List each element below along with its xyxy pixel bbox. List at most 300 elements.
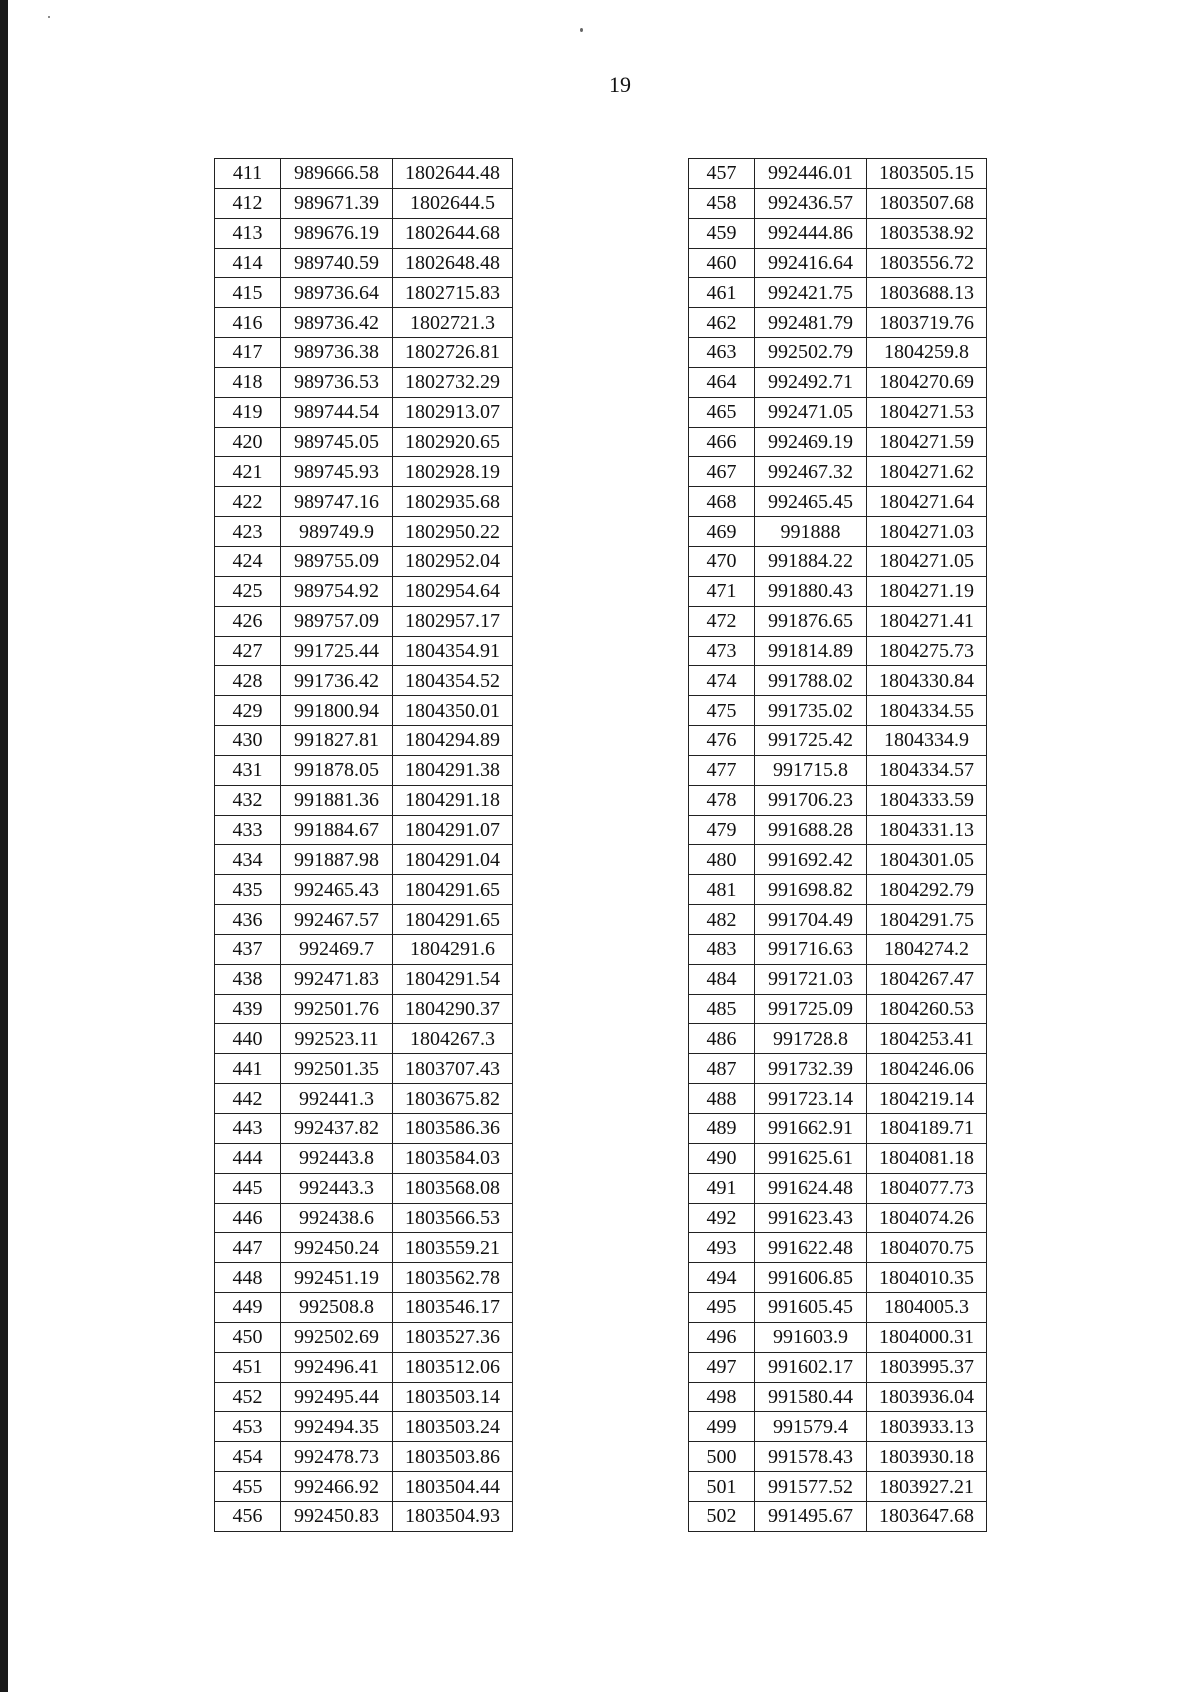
point-number-cell: 499 bbox=[689, 1412, 755, 1442]
table-row bbox=[215, 1024, 513, 1054]
x-coordinate-cell: 992465.43 bbox=[281, 875, 393, 905]
point-number-cell: 419 bbox=[215, 397, 281, 427]
page-number: 19 bbox=[609, 72, 631, 97]
point-number-cell: 411 bbox=[215, 159, 281, 189]
x-coordinate-cell: 992443.8 bbox=[281, 1143, 393, 1173]
point-number-cell: 431 bbox=[215, 755, 281, 785]
point-number-cell: 414 bbox=[215, 248, 281, 278]
table-row bbox=[215, 726, 513, 756]
y-coordinate-cell: 1804074.26 bbox=[867, 1203, 987, 1233]
table-row bbox=[689, 1501, 987, 1531]
y-coordinate-cell: 1804274.2 bbox=[867, 934, 987, 964]
table-row bbox=[215, 905, 513, 935]
x-coordinate-cell: 992502.79 bbox=[755, 338, 867, 368]
x-coordinate-cell: 991732.39 bbox=[755, 1054, 867, 1084]
y-coordinate-cell: 1803586.36 bbox=[393, 1114, 513, 1144]
table-row bbox=[689, 576, 987, 606]
y-coordinate-cell: 1802950.22 bbox=[393, 517, 513, 547]
point-number-cell: 469 bbox=[689, 517, 755, 547]
point-number-cell: 479 bbox=[689, 815, 755, 845]
table-row bbox=[215, 755, 513, 785]
y-coordinate-cell: 1804267.47 bbox=[867, 964, 987, 994]
table-row bbox=[215, 1173, 513, 1203]
table-row bbox=[689, 427, 987, 457]
table-row bbox=[215, 1263, 513, 1293]
table-row bbox=[689, 338, 987, 368]
table-row bbox=[689, 1233, 987, 1263]
point-number-cell: 465 bbox=[689, 397, 755, 427]
x-coordinate-cell: 991579.4 bbox=[755, 1412, 867, 1442]
x-coordinate-cell: 991622.48 bbox=[755, 1233, 867, 1263]
point-number-cell: 423 bbox=[215, 517, 281, 547]
point-number-cell: 468 bbox=[689, 487, 755, 517]
x-coordinate-cell: 992508.8 bbox=[281, 1293, 393, 1323]
table-row bbox=[215, 188, 513, 218]
table-row bbox=[689, 1472, 987, 1502]
table-row bbox=[215, 1472, 513, 1502]
point-number-cell: 435 bbox=[215, 875, 281, 905]
point-number-cell: 446 bbox=[215, 1203, 281, 1233]
y-coordinate-cell: 1802928.19 bbox=[393, 457, 513, 487]
table-row bbox=[689, 159, 987, 189]
x-coordinate-cell: 989666.58 bbox=[281, 159, 393, 189]
coordinates-table-right-body bbox=[689, 159, 987, 1532]
table-row bbox=[689, 636, 987, 666]
x-coordinate-cell: 991884.22 bbox=[755, 546, 867, 576]
x-coordinate-cell: 992501.76 bbox=[281, 994, 393, 1024]
table-row bbox=[689, 1114, 987, 1144]
point-number-cell: 458 bbox=[689, 188, 755, 218]
point-number-cell: 475 bbox=[689, 696, 755, 726]
point-number-cell: 495 bbox=[689, 1293, 755, 1323]
table-row bbox=[215, 1382, 513, 1412]
table-row bbox=[689, 546, 987, 576]
x-coordinate-cell: 991878.05 bbox=[281, 755, 393, 785]
x-coordinate-cell: 991704.49 bbox=[755, 905, 867, 935]
y-coordinate-cell: 1804291.54 bbox=[393, 964, 513, 994]
y-coordinate-cell: 1804271.53 bbox=[867, 397, 987, 427]
y-coordinate-cell: 1803719.76 bbox=[867, 308, 987, 338]
x-coordinate-cell: 991602.17 bbox=[755, 1352, 867, 1382]
y-coordinate-cell: 1802732.29 bbox=[393, 367, 513, 397]
point-number-cell: 461 bbox=[689, 278, 755, 308]
table-row bbox=[215, 1203, 513, 1233]
y-coordinate-cell: 1803556.72 bbox=[867, 248, 987, 278]
point-number-cell: 424 bbox=[215, 546, 281, 576]
point-number-cell: 430 bbox=[215, 726, 281, 756]
x-coordinate-cell: 992494.35 bbox=[281, 1412, 393, 1442]
x-coordinate-cell: 989736.64 bbox=[281, 278, 393, 308]
table-row bbox=[215, 457, 513, 487]
y-coordinate-cell: 1803538.92 bbox=[867, 218, 987, 248]
y-coordinate-cell: 1803568.08 bbox=[393, 1173, 513, 1203]
point-number-cell: 413 bbox=[215, 218, 281, 248]
y-coordinate-cell: 1804291.07 bbox=[393, 815, 513, 845]
y-coordinate-cell: 1804291.65 bbox=[393, 875, 513, 905]
point-number-cell: 489 bbox=[689, 1114, 755, 1144]
y-coordinate-cell: 1804301.05 bbox=[867, 845, 987, 875]
table-row bbox=[215, 397, 513, 427]
x-coordinate-cell: 992446.01 bbox=[755, 159, 867, 189]
point-number-cell: 433 bbox=[215, 815, 281, 845]
y-coordinate-cell: 1803546.17 bbox=[393, 1293, 513, 1323]
point-number-cell: 494 bbox=[689, 1263, 755, 1293]
point-number-cell: 467 bbox=[689, 457, 755, 487]
table-row bbox=[215, 576, 513, 606]
x-coordinate-cell: 991814.89 bbox=[755, 636, 867, 666]
x-coordinate-cell: 992471.05 bbox=[755, 397, 867, 427]
x-coordinate-cell: 991662.91 bbox=[755, 1114, 867, 1144]
point-number-cell: 427 bbox=[215, 636, 281, 666]
y-coordinate-cell: 1804333.59 bbox=[867, 785, 987, 815]
x-coordinate-cell: 991800.94 bbox=[281, 696, 393, 726]
table-row bbox=[215, 248, 513, 278]
y-coordinate-cell: 1804271.19 bbox=[867, 576, 987, 606]
x-coordinate-cell: 991881.36 bbox=[281, 785, 393, 815]
y-coordinate-cell: 1803562.78 bbox=[393, 1263, 513, 1293]
table-row bbox=[215, 1442, 513, 1472]
table-row bbox=[215, 427, 513, 457]
coordinates-table-left-body bbox=[215, 159, 513, 1532]
table-row bbox=[689, 815, 987, 845]
table-row bbox=[215, 785, 513, 815]
point-number-cell: 444 bbox=[215, 1143, 281, 1173]
y-coordinate-cell: 1804291.75 bbox=[867, 905, 987, 935]
x-coordinate-cell: 992437.82 bbox=[281, 1114, 393, 1144]
y-coordinate-cell: 1804267.3 bbox=[393, 1024, 513, 1054]
table-row bbox=[689, 1352, 987, 1382]
table-row bbox=[689, 517, 987, 547]
x-coordinate-cell: 992438.6 bbox=[281, 1203, 393, 1233]
y-coordinate-cell: 1804010.35 bbox=[867, 1263, 987, 1293]
table-row bbox=[689, 606, 987, 636]
point-number-cell: 462 bbox=[689, 308, 755, 338]
x-coordinate-cell: 992469.7 bbox=[281, 934, 393, 964]
point-number-cell: 466 bbox=[689, 427, 755, 457]
table-row bbox=[215, 875, 513, 905]
x-coordinate-cell: 992444.86 bbox=[755, 218, 867, 248]
x-coordinate-cell: 991788.02 bbox=[755, 666, 867, 696]
y-coordinate-cell: 1804270.69 bbox=[867, 367, 987, 397]
table-row bbox=[689, 1293, 987, 1323]
table-row bbox=[215, 964, 513, 994]
y-coordinate-cell: 1804331.13 bbox=[867, 815, 987, 845]
point-number-cell: 437 bbox=[215, 934, 281, 964]
x-coordinate-cell: 992471.83 bbox=[281, 964, 393, 994]
table-row bbox=[215, 815, 513, 845]
y-coordinate-cell: 1803647.68 bbox=[867, 1501, 987, 1531]
y-coordinate-cell: 1803512.06 bbox=[393, 1352, 513, 1382]
scan-left-edge bbox=[0, 0, 8, 1692]
x-coordinate-cell: 991698.82 bbox=[755, 875, 867, 905]
x-coordinate-cell: 991625.61 bbox=[755, 1143, 867, 1173]
table-row bbox=[689, 964, 987, 994]
table-row bbox=[689, 1024, 987, 1054]
table-row bbox=[215, 845, 513, 875]
x-coordinate-cell: 992478.73 bbox=[281, 1442, 393, 1472]
y-coordinate-cell: 1804291.04 bbox=[393, 845, 513, 875]
y-coordinate-cell: 1804291.6 bbox=[393, 934, 513, 964]
x-coordinate-cell: 989736.38 bbox=[281, 338, 393, 368]
table-row bbox=[215, 546, 513, 576]
table-row bbox=[215, 1114, 513, 1144]
x-coordinate-cell: 992436.57 bbox=[755, 188, 867, 218]
x-coordinate-cell: 989744.54 bbox=[281, 397, 393, 427]
table-row bbox=[689, 666, 987, 696]
x-coordinate-cell: 991688.28 bbox=[755, 815, 867, 845]
table-row bbox=[215, 1322, 513, 1352]
y-coordinate-cell: 1802644.48 bbox=[393, 159, 513, 189]
point-number-cell: 426 bbox=[215, 606, 281, 636]
x-coordinate-cell: 992466.92 bbox=[281, 1472, 393, 1502]
y-coordinate-cell: 1802644.68 bbox=[393, 218, 513, 248]
table-row bbox=[215, 1054, 513, 1084]
table-row bbox=[215, 1501, 513, 1531]
table-row bbox=[689, 457, 987, 487]
table-row bbox=[689, 994, 987, 1024]
x-coordinate-cell: 992450.24 bbox=[281, 1233, 393, 1263]
y-coordinate-cell: 1802648.48 bbox=[393, 248, 513, 278]
y-coordinate-cell: 1804334.57 bbox=[867, 755, 987, 785]
table-row bbox=[215, 159, 513, 189]
table-row bbox=[215, 636, 513, 666]
table-row bbox=[215, 1084, 513, 1114]
y-coordinate-cell: 1804354.52 bbox=[393, 666, 513, 696]
x-coordinate-cell: 989755.09 bbox=[281, 546, 393, 576]
point-number-cell: 452 bbox=[215, 1382, 281, 1412]
scan-speck bbox=[48, 16, 50, 18]
y-coordinate-cell: 1803707.43 bbox=[393, 1054, 513, 1084]
table-row bbox=[215, 1143, 513, 1173]
table-row bbox=[689, 934, 987, 964]
table-row bbox=[689, 487, 987, 517]
point-number-cell: 417 bbox=[215, 338, 281, 368]
point-number-cell: 491 bbox=[689, 1173, 755, 1203]
y-coordinate-cell: 1804070.75 bbox=[867, 1233, 987, 1263]
y-coordinate-cell: 1802935.68 bbox=[393, 487, 513, 517]
y-coordinate-cell: 1804271.59 bbox=[867, 427, 987, 457]
point-number-cell: 432 bbox=[215, 785, 281, 815]
point-number-cell: 434 bbox=[215, 845, 281, 875]
point-number-cell: 487 bbox=[689, 1054, 755, 1084]
y-coordinate-cell: 1804290.37 bbox=[393, 994, 513, 1024]
point-number-cell: 464 bbox=[689, 367, 755, 397]
x-coordinate-cell: 991736.42 bbox=[281, 666, 393, 696]
point-number-cell: 442 bbox=[215, 1084, 281, 1114]
y-coordinate-cell: 1804291.38 bbox=[393, 755, 513, 785]
x-coordinate-cell: 992450.83 bbox=[281, 1501, 393, 1531]
table-row bbox=[689, 1412, 987, 1442]
point-number-cell: 420 bbox=[215, 427, 281, 457]
point-number-cell: 454 bbox=[215, 1442, 281, 1472]
point-number-cell: 445 bbox=[215, 1173, 281, 1203]
x-coordinate-cell: 991884.67 bbox=[281, 815, 393, 845]
table-row bbox=[689, 1263, 987, 1293]
x-coordinate-cell: 991605.45 bbox=[755, 1293, 867, 1323]
table-row bbox=[689, 696, 987, 726]
point-number-cell: 443 bbox=[215, 1114, 281, 1144]
y-coordinate-cell: 1803936.04 bbox=[867, 1382, 987, 1412]
y-coordinate-cell: 1803995.37 bbox=[867, 1352, 987, 1382]
y-coordinate-cell: 1803566.53 bbox=[393, 1203, 513, 1233]
y-coordinate-cell: 1804354.91 bbox=[393, 636, 513, 666]
point-number-cell: 416 bbox=[215, 308, 281, 338]
table-row bbox=[689, 248, 987, 278]
point-number-cell: 478 bbox=[689, 785, 755, 815]
point-number-cell: 482 bbox=[689, 905, 755, 935]
table-row bbox=[689, 1322, 987, 1352]
y-coordinate-cell: 1802913.07 bbox=[393, 397, 513, 427]
x-coordinate-cell: 992502.69 bbox=[281, 1322, 393, 1352]
table-row bbox=[689, 218, 987, 248]
point-number-cell: 459 bbox=[689, 218, 755, 248]
table-row bbox=[215, 338, 513, 368]
table-row bbox=[689, 1054, 987, 1084]
table-row bbox=[689, 188, 987, 218]
y-coordinate-cell: 1804253.41 bbox=[867, 1024, 987, 1054]
x-coordinate-cell: 992416.64 bbox=[755, 248, 867, 278]
y-coordinate-cell: 1803584.03 bbox=[393, 1143, 513, 1173]
y-coordinate-cell: 1804271.03 bbox=[867, 517, 987, 547]
point-number-cell: 488 bbox=[689, 1084, 755, 1114]
y-coordinate-cell: 1804334.9 bbox=[867, 726, 987, 756]
table-row bbox=[215, 1412, 513, 1442]
table-row bbox=[215, 1233, 513, 1263]
x-coordinate-cell: 991827.81 bbox=[281, 726, 393, 756]
point-number-cell: 457 bbox=[689, 159, 755, 189]
scan-speck bbox=[580, 28, 583, 32]
point-number-cell: 441 bbox=[215, 1054, 281, 1084]
y-coordinate-cell: 1802721.3 bbox=[393, 308, 513, 338]
x-coordinate-cell: 991715.8 bbox=[755, 755, 867, 785]
y-coordinate-cell: 1804081.18 bbox=[867, 1143, 987, 1173]
table-row bbox=[215, 994, 513, 1024]
point-number-cell: 480 bbox=[689, 845, 755, 875]
x-coordinate-cell: 991888 bbox=[755, 517, 867, 547]
x-coordinate-cell: 992501.35 bbox=[281, 1054, 393, 1084]
point-number-cell: 449 bbox=[215, 1293, 281, 1323]
y-coordinate-cell: 1803504.44 bbox=[393, 1472, 513, 1502]
y-coordinate-cell: 1804330.84 bbox=[867, 666, 987, 696]
point-number-cell: 502 bbox=[689, 1501, 755, 1531]
x-coordinate-cell: 989745.93 bbox=[281, 457, 393, 487]
x-coordinate-cell: 992443.3 bbox=[281, 1173, 393, 1203]
table-row bbox=[689, 397, 987, 427]
table-row bbox=[215, 308, 513, 338]
y-coordinate-cell: 1804000.31 bbox=[867, 1322, 987, 1352]
x-coordinate-cell: 992465.45 bbox=[755, 487, 867, 517]
x-coordinate-cell: 991725.44 bbox=[281, 636, 393, 666]
table-row bbox=[689, 875, 987, 905]
x-coordinate-cell: 989757.09 bbox=[281, 606, 393, 636]
x-coordinate-cell: 992467.32 bbox=[755, 457, 867, 487]
y-coordinate-cell: 1803507.68 bbox=[867, 188, 987, 218]
x-coordinate-cell: 992421.75 bbox=[755, 278, 867, 308]
point-number-cell: 486 bbox=[689, 1024, 755, 1054]
point-number-cell: 500 bbox=[689, 1442, 755, 1472]
table-row bbox=[689, 785, 987, 815]
point-number-cell: 421 bbox=[215, 457, 281, 487]
x-coordinate-cell: 991692.42 bbox=[755, 845, 867, 875]
point-number-cell: 496 bbox=[689, 1322, 755, 1352]
y-coordinate-cell: 1802952.04 bbox=[393, 546, 513, 576]
table-row bbox=[215, 517, 513, 547]
table-row bbox=[689, 1084, 987, 1114]
x-coordinate-cell: 991735.02 bbox=[755, 696, 867, 726]
x-coordinate-cell: 991876.65 bbox=[755, 606, 867, 636]
y-coordinate-cell: 1803504.93 bbox=[393, 1501, 513, 1531]
point-number-cell: 429 bbox=[215, 696, 281, 726]
table-row bbox=[689, 1143, 987, 1173]
point-number-cell: 484 bbox=[689, 964, 755, 994]
x-coordinate-cell: 989671.39 bbox=[281, 188, 393, 218]
table-row bbox=[689, 1173, 987, 1203]
y-coordinate-cell: 1804350.01 bbox=[393, 696, 513, 726]
point-number-cell: 501 bbox=[689, 1472, 755, 1502]
point-number-cell: 422 bbox=[215, 487, 281, 517]
y-coordinate-cell: 1804271.41 bbox=[867, 606, 987, 636]
table-row bbox=[689, 1382, 987, 1412]
x-coordinate-cell: 992523.11 bbox=[281, 1024, 393, 1054]
y-coordinate-cell: 1804271.64 bbox=[867, 487, 987, 517]
point-number-cell: 439 bbox=[215, 994, 281, 1024]
coordinates-table-left bbox=[214, 158, 513, 1532]
point-number-cell: 418 bbox=[215, 367, 281, 397]
y-coordinate-cell: 1802954.64 bbox=[393, 576, 513, 606]
table-row bbox=[215, 487, 513, 517]
point-number-cell: 447 bbox=[215, 1233, 281, 1263]
point-number-cell: 455 bbox=[215, 1472, 281, 1502]
point-number-cell: 497 bbox=[689, 1352, 755, 1382]
x-coordinate-cell: 992467.57 bbox=[281, 905, 393, 935]
point-number-cell: 428 bbox=[215, 666, 281, 696]
point-number-cell: 425 bbox=[215, 576, 281, 606]
table-row bbox=[215, 1293, 513, 1323]
y-coordinate-cell: 1804189.71 bbox=[867, 1114, 987, 1144]
point-number-cell: 481 bbox=[689, 875, 755, 905]
x-coordinate-cell: 989676.19 bbox=[281, 218, 393, 248]
table-row bbox=[689, 1203, 987, 1233]
y-coordinate-cell: 1802644.5 bbox=[393, 188, 513, 218]
point-number-cell: 448 bbox=[215, 1263, 281, 1293]
x-coordinate-cell: 989754.92 bbox=[281, 576, 393, 606]
point-number-cell: 470 bbox=[689, 546, 755, 576]
point-number-cell: 473 bbox=[689, 636, 755, 666]
x-coordinate-cell: 991728.8 bbox=[755, 1024, 867, 1054]
point-number-cell: 476 bbox=[689, 726, 755, 756]
y-coordinate-cell: 1802957.17 bbox=[393, 606, 513, 636]
x-coordinate-cell: 991725.42 bbox=[755, 726, 867, 756]
y-coordinate-cell: 1803503.86 bbox=[393, 1442, 513, 1472]
table-row bbox=[215, 367, 513, 397]
table-row bbox=[215, 934, 513, 964]
point-number-cell: 477 bbox=[689, 755, 755, 785]
y-coordinate-cell: 1803527.36 bbox=[393, 1322, 513, 1352]
x-coordinate-cell: 992481.79 bbox=[755, 308, 867, 338]
y-coordinate-cell: 1804334.55 bbox=[867, 696, 987, 726]
point-number-cell: 472 bbox=[689, 606, 755, 636]
y-coordinate-cell: 1804291.65 bbox=[393, 905, 513, 935]
x-coordinate-cell: 991578.43 bbox=[755, 1442, 867, 1472]
x-coordinate-cell: 991623.43 bbox=[755, 1203, 867, 1233]
x-coordinate-cell: 989749.9 bbox=[281, 517, 393, 547]
x-coordinate-cell: 991603.9 bbox=[755, 1322, 867, 1352]
point-number-cell: 440 bbox=[215, 1024, 281, 1054]
point-number-cell: 415 bbox=[215, 278, 281, 308]
x-coordinate-cell: 992441.3 bbox=[281, 1084, 393, 1114]
point-number-cell: 450 bbox=[215, 1322, 281, 1352]
table-row bbox=[689, 755, 987, 785]
